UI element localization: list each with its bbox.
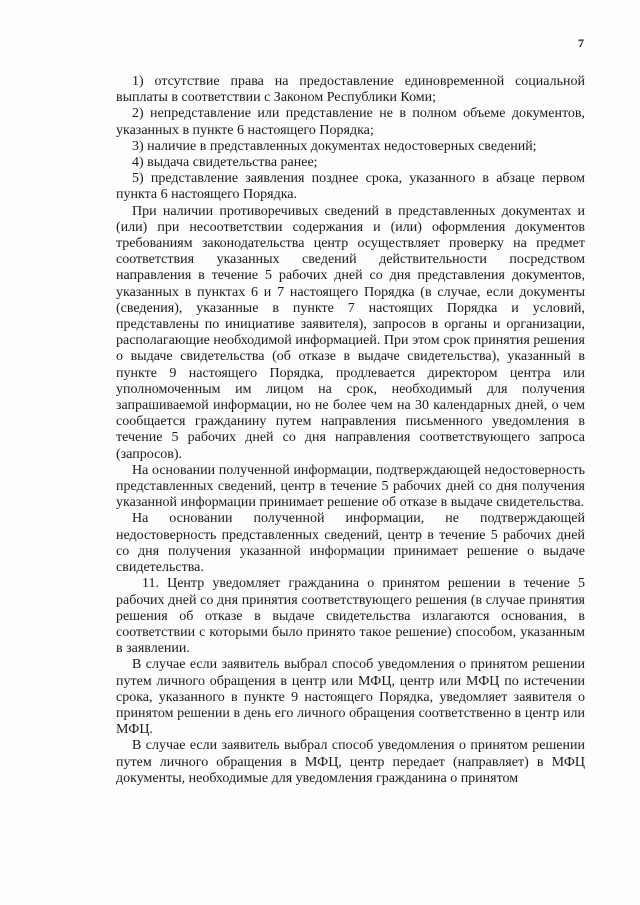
paragraph-condition-3: 3) наличие в представленных документах недостоверных сведений; (132, 138, 537, 154)
paragraph-refusal-basis: На основании полученной информации, подтверждающей недостоверность представленных сведений, центр в течение 5 рабочих дней со дня получения указанной информации принимает решение об отказе в выдаче свидетельства. (116, 462, 585, 511)
paragraph-verification: При наличии противоречивых сведений в представленных документах и (или) при несоответствии содержания и (или) оформления документов требованиям законодательства центр осуществляет проверку на предмет соответствия указанных сведений действительности посредством направления в течение 5 рабочих дней со дня представления документов, указанных в пунктах 6 и 7 настоящего Порядка (в случае, если документы (сведения), указанные в пункте 7 настоящих Порядка и условий, представлены по инициативе заявителя), запросов в органы и организации, располагающие необходимой информацией. При этом срок принятия решения о выдаче свидетельства (об отказе в выдаче свидетельства), указанный в пункте 9 настоящего Порядка, продлевается директором центра или уполномоченным им лицом на срок, необходимый для получения запрашиваемой информации, но не более чем на 30 календарных дней, о чем сообщается гражданину путем направления письменного уведомления в течение 5 рабочих дней со дня направления соответствующего запроса (запросов). (116, 203, 585, 462)
paragraph-item-11: 11. Центр уведомляет гражданина о принятом решении в течение 5 рабочих дней со дня принятия соответствующего решения (в случае принятия решения об отказе в выдаче свидетельства излагаются основания, в соответствии с которыми было принято такое решение) способом, указанным в заявлении. (116, 576, 585, 657)
page-number: 7 (578, 36, 584, 50)
paragraph-personal-visit: В случае если заявитель выбрал способ уведомления о принятом решении путем личного обращения в центр или МФЦ, центр или МФЦ по истечении срока, указанного в пункте 9 настоящего Порядка, уведомляет заявителя о принятом решении в день его личного обращения соответственно в центр или МФЦ. (116, 657, 585, 738)
paragraph-mfc-transfer: В случае если заявитель выбрал способ уведомления о принятом решении путем личного обращения в МФЦ, центр передает (направляет) в МФЦ документы, необходимые для уведомления гражданина о принятом (116, 738, 585, 786)
paragraph-condition-2: 2) непредставление или представление не в полном объеме документов, указанных в пункте 6 настоящего Порядка; (116, 106, 585, 138)
paragraph-condition-1: 1) отсутствие права на предоставление единовременной социальной выплаты в соответствии с Законом Республики Коми; (116, 74, 585, 106)
paragraph-condition-4: 4) выдача свидетельства ранее; (132, 155, 318, 171)
document-body (116, 74, 585, 787)
paragraph-condition-5: 5) представление заявления позднее срока, указанного в абзаце первом пункта 6 настоящего Порядка. (116, 171, 585, 203)
paragraph-issue-basis: На основании полученной информации, не подтверждающей недостоверность представленных сведений, центр в течение 5 рабочих дней со дня получения указанной информации принимает решение о выдаче свидетельства. (116, 511, 585, 576)
